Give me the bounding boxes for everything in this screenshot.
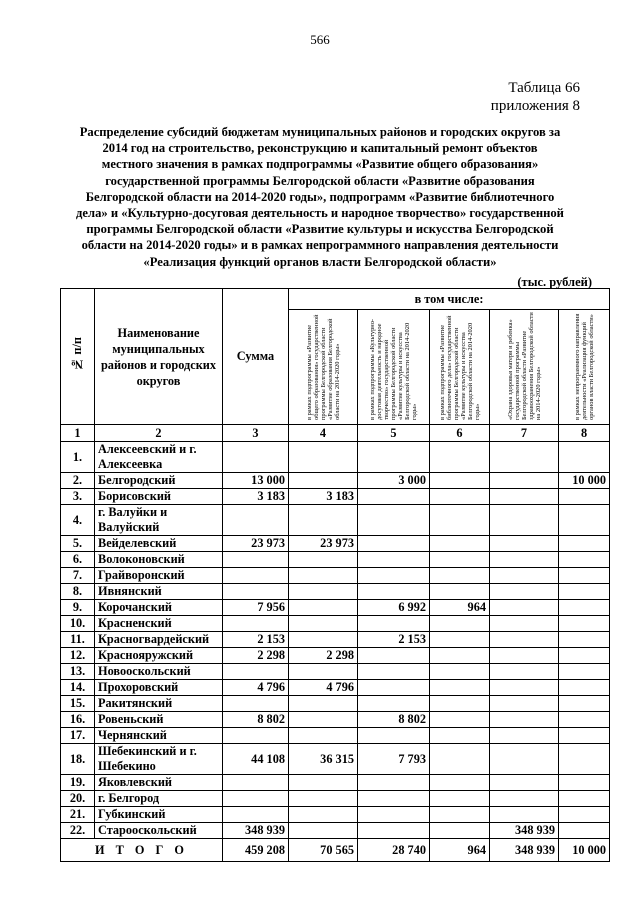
column-number: 8 — [559, 425, 610, 442]
table-reference — [491, 79, 580, 115]
table-row — [61, 807, 610, 823]
col5-cell — [358, 807, 430, 823]
col7-cell — [490, 616, 559, 632]
col7-cell — [490, 648, 559, 664]
col7-cell — [490, 552, 559, 568]
col4-cell — [289, 712, 358, 728]
col6-cell — [430, 442, 490, 473]
col8-cell — [559, 584, 610, 600]
col6-cell — [430, 505, 490, 536]
column-number: 6 — [430, 425, 490, 442]
col6-cell — [430, 696, 490, 712]
col4-cell — [289, 584, 358, 600]
table-row — [61, 568, 610, 584]
district-name: Чернянский — [95, 728, 223, 744]
col4-cell — [289, 505, 358, 536]
district-name: Прохоровский — [95, 680, 223, 696]
col8-cell — [559, 600, 610, 616]
column-number: 4 — [289, 425, 358, 442]
sum-cell — [223, 775, 289, 791]
total-c6: 964 — [430, 839, 490, 862]
col8-cell — [559, 552, 610, 568]
table-row — [61, 552, 610, 568]
district-name: Ровеньский — [95, 712, 223, 728]
district-name: Грайворонский — [95, 568, 223, 584]
col8-cell — [559, 489, 610, 505]
sum-cell — [223, 664, 289, 680]
row-number: 10. — [61, 616, 95, 632]
col5-cell — [358, 489, 430, 505]
table-ref-line2: приложения 8 — [490, 98, 580, 114]
col4-cell — [289, 775, 358, 791]
col8-cell — [559, 648, 610, 664]
table-row — [61, 632, 610, 648]
total-c4: 70 565 — [289, 839, 358, 862]
district-name: Новооскольский — [95, 664, 223, 680]
col8-cell — [559, 728, 610, 744]
col6-cell — [430, 823, 490, 839]
column-number: 7 — [490, 425, 559, 442]
col8-cell — [559, 712, 610, 728]
table-body — [61, 289, 610, 862]
col7-cell — [490, 489, 559, 505]
table-row — [61, 744, 610, 775]
col7-cell — [490, 600, 559, 616]
col4-cell: 36 315 — [289, 744, 358, 775]
col4-cell — [289, 807, 358, 823]
sum-cell — [223, 807, 289, 823]
col7-cell — [490, 791, 559, 807]
district-name: г. Белгород — [95, 791, 223, 807]
table-row — [61, 600, 610, 616]
district-name: г. Валуйки и Валуйский — [95, 505, 223, 536]
col8-cell — [559, 632, 610, 648]
row-number: 9. — [61, 600, 95, 616]
header-col5: в рамках подпрограммы «Культурно-досуговая деятельность и народное творчество» государственной программы Белгородской области «Развитие культуры и искусства Белгородской области на 2014-2020 годы» — [358, 310, 430, 425]
header-col4: в рамках подпрограммы «Развитие общего образования» государственной программы Белгородской области «Развитие образования Белгородской области на 2014-2020 годы» — [289, 310, 358, 425]
header-num: № п/п — [61, 289, 95, 425]
sum-cell: 348 939 — [223, 823, 289, 839]
col4-cell — [289, 791, 358, 807]
total-c7: 348 939 — [490, 839, 559, 862]
col5-cell — [358, 664, 430, 680]
col6-cell — [430, 648, 490, 664]
district-name: Красненский — [95, 616, 223, 632]
col4-cell — [289, 696, 358, 712]
sum-cell — [223, 728, 289, 744]
col6-cell — [430, 568, 490, 584]
col6-cell — [430, 536, 490, 552]
col8-cell — [559, 680, 610, 696]
district-name: Губкинский — [95, 807, 223, 823]
col8-cell: 10 000 — [559, 473, 610, 489]
table-row — [61, 791, 610, 807]
district-name: Вейделевский — [95, 536, 223, 552]
table-row — [61, 505, 610, 536]
col5-cell — [358, 505, 430, 536]
col5-cell — [358, 775, 430, 791]
table-row — [61, 584, 610, 600]
sum-cell: 44 108 — [223, 744, 289, 775]
col5-cell — [358, 568, 430, 584]
col6-cell — [430, 584, 490, 600]
col8-cell — [559, 744, 610, 775]
row-number: 12. — [61, 648, 95, 664]
col7-cell — [490, 744, 559, 775]
col4-cell — [289, 473, 358, 489]
row-number: 2. — [61, 473, 95, 489]
sum-cell — [223, 552, 289, 568]
column-number-row — [61, 425, 610, 442]
row-number: 8. — [61, 584, 95, 600]
col4-cell — [289, 552, 358, 568]
table-row — [61, 823, 610, 839]
col5-cell — [358, 584, 430, 600]
sum-cell — [223, 584, 289, 600]
col5-cell — [358, 696, 430, 712]
col8-cell — [559, 505, 610, 536]
col4-cell: 4 796 — [289, 680, 358, 696]
col5-cell: 2 153 — [358, 632, 430, 648]
header-name: Наименование муниципальных районов и городских округов — [95, 289, 223, 425]
page-number: 566 — [310, 32, 330, 47]
col5-cell — [358, 791, 430, 807]
district-name: Краснояружский — [95, 648, 223, 664]
units-label: (тыс. рублей) — [517, 275, 592, 289]
row-number: 1. — [61, 442, 95, 473]
header-row-1 — [61, 289, 610, 310]
district-name: Ракитянский — [95, 696, 223, 712]
district-name: Яковлевский — [95, 775, 223, 791]
col7-cell — [490, 728, 559, 744]
col7-cell — [490, 632, 559, 648]
header-including: в том числе: — [289, 289, 610, 310]
col7-cell: 348 939 — [490, 823, 559, 839]
column-number: 1 — [61, 425, 95, 442]
district-name: Шебекинский и г. Шебекино — [95, 744, 223, 775]
col4-cell: 3 183 — [289, 489, 358, 505]
col4-cell — [289, 442, 358, 473]
sum-cell: 8 802 — [223, 712, 289, 728]
col7-cell — [490, 584, 559, 600]
row-number: 20. — [61, 791, 95, 807]
col5-cell: 3 000 — [358, 473, 430, 489]
col8-cell — [559, 568, 610, 584]
row-number: 22. — [61, 823, 95, 839]
col5-cell: 7 793 — [358, 744, 430, 775]
total-c5: 28 740 — [358, 839, 430, 862]
col8-cell — [559, 442, 610, 473]
col4-cell — [289, 664, 358, 680]
col7-cell — [490, 473, 559, 489]
col6-cell — [430, 616, 490, 632]
sum-cell — [223, 568, 289, 584]
col8-cell — [559, 823, 610, 839]
table-row — [61, 473, 610, 489]
col6-cell — [430, 664, 490, 680]
col7-cell — [490, 664, 559, 680]
sum-cell: 4 796 — [223, 680, 289, 696]
col6-cell — [430, 775, 490, 791]
col4-cell: 2 298 — [289, 648, 358, 664]
column-number: 3 — [223, 425, 289, 442]
col5-cell — [358, 823, 430, 839]
sum-cell: 2 153 — [223, 632, 289, 648]
sum-cell: 7 956 — [223, 600, 289, 616]
district-name: Ивнянский — [95, 584, 223, 600]
header-sum: Сумма — [223, 289, 289, 425]
row-number: 11. — [61, 632, 95, 648]
row-number: 19. — [61, 775, 95, 791]
column-number: 2 — [95, 425, 223, 442]
sum-cell: 2 298 — [223, 648, 289, 664]
district-name: Старооскольский — [95, 823, 223, 839]
subsidy-table — [60, 288, 610, 862]
row-number: 15. — [61, 696, 95, 712]
col5-cell — [358, 442, 430, 473]
district-name: Борисовский — [95, 489, 223, 505]
column-number: 5 — [358, 425, 430, 442]
col8-cell — [559, 536, 610, 552]
row-number: 16. — [61, 712, 95, 728]
col8-cell — [559, 664, 610, 680]
header-col8: в рамках непрограммного направления деятельности «Реализация функций органов власти Белгородской области» — [559, 310, 610, 425]
district-name: Алексеевский и г. Алексеевка — [95, 442, 223, 473]
col7-cell — [490, 807, 559, 823]
col6-cell — [430, 632, 490, 648]
table-row — [61, 536, 610, 552]
col4-cell — [289, 568, 358, 584]
row-number: 13. — [61, 664, 95, 680]
row-number: 4. — [61, 505, 95, 536]
table-row — [61, 616, 610, 632]
sum-cell — [223, 696, 289, 712]
col4-cell: 23 973 — [289, 536, 358, 552]
row-number: 3. — [61, 489, 95, 505]
header-col7: «Охрана здоровья матери и ребенка» государственной программы Белгородской области «Развитие здравоохранения Белгородской области на 2014-2020 годы» — [490, 310, 559, 425]
col6-cell — [430, 712, 490, 728]
sum-cell — [223, 505, 289, 536]
col7-cell — [490, 568, 559, 584]
col6-cell — [430, 552, 490, 568]
table-row — [61, 728, 610, 744]
col4-cell — [289, 728, 358, 744]
col7-cell — [490, 680, 559, 696]
col4-cell — [289, 600, 358, 616]
col6-cell — [430, 728, 490, 744]
col4-cell — [289, 823, 358, 839]
table-ref-line1: Таблица 66 — [508, 80, 580, 96]
sum-cell: 13 000 — [223, 473, 289, 489]
table-row — [61, 664, 610, 680]
col5-cell — [358, 536, 430, 552]
col8-cell — [559, 696, 610, 712]
col8-cell — [559, 616, 610, 632]
total-sum: 459 208 — [223, 839, 289, 862]
table-row — [61, 648, 610, 664]
table-row — [61, 775, 610, 791]
row-number: 21. — [61, 807, 95, 823]
col7-cell — [490, 696, 559, 712]
district-name: Белгородский — [95, 473, 223, 489]
col5-cell — [358, 552, 430, 568]
document-title: Распределение субсидий бюджетам муниципальных районов и городских округов за 2014 год на строительство, реконструкцию и капитальный ремонт объектов местного значения в рамках подпрограммы «Развитие общего образования» государственной программы Белгородской области «Развитие образования Белгородской области на 2014-2020 годы», подпрограмм «Развитие библиотечного дела» и «Культурно-досуговая деятельность и народное творчество» государственной программы Белгородской области «Развитие культуры и искусства Белгородской области на 2014-2020 годы» и в рамках непрограммного направления деятельности «Реализация функций органов власти Белгородской области» — [76, 125, 564, 269]
header-col6: в рамках подпрограммы «Развитие библиотечного дела» государственной программы Белгородской области «Развитие культуры и искусства Белгородской области на 2014-2020 годы» — [430, 310, 490, 425]
sum-cell — [223, 616, 289, 632]
col7-cell — [490, 505, 559, 536]
col6-cell: 964 — [430, 600, 490, 616]
col7-cell — [490, 712, 559, 728]
col7-cell — [490, 442, 559, 473]
table-row — [61, 680, 610, 696]
col5-cell — [358, 616, 430, 632]
district-name: Волоконовский — [95, 552, 223, 568]
total-label: И Т О Г О — [61, 839, 223, 862]
table-row — [61, 442, 610, 473]
col7-cell — [490, 536, 559, 552]
district-name: Красногвардейский — [95, 632, 223, 648]
total-row — [61, 839, 610, 862]
row-number: 7. — [61, 568, 95, 584]
col5-cell — [358, 648, 430, 664]
col4-cell — [289, 632, 358, 648]
col8-cell — [559, 807, 610, 823]
col5-cell: 6 992 — [358, 600, 430, 616]
row-number: 17. — [61, 728, 95, 744]
col6-cell — [430, 744, 490, 775]
col7-cell — [490, 775, 559, 791]
col8-cell — [559, 791, 610, 807]
row-number: 14. — [61, 680, 95, 696]
col6-cell — [430, 807, 490, 823]
col5-cell — [358, 680, 430, 696]
col8-cell — [559, 775, 610, 791]
total-c8: 10 000 — [559, 839, 610, 862]
sum-cell — [223, 442, 289, 473]
row-number: 5. — [61, 536, 95, 552]
col6-cell — [430, 791, 490, 807]
row-number: 6. — [61, 552, 95, 568]
table-row — [61, 489, 610, 505]
col6-cell — [430, 473, 490, 489]
sum-cell: 23 973 — [223, 536, 289, 552]
table-row — [61, 712, 610, 728]
district-name: Корочанский — [95, 600, 223, 616]
sum-cell: 3 183 — [223, 489, 289, 505]
table-row — [61, 696, 610, 712]
col5-cell — [358, 728, 430, 744]
col5-cell: 8 802 — [358, 712, 430, 728]
col4-cell — [289, 616, 358, 632]
col6-cell — [430, 489, 490, 505]
col6-cell — [430, 680, 490, 696]
sum-cell — [223, 791, 289, 807]
row-number: 18. — [61, 744, 95, 775]
